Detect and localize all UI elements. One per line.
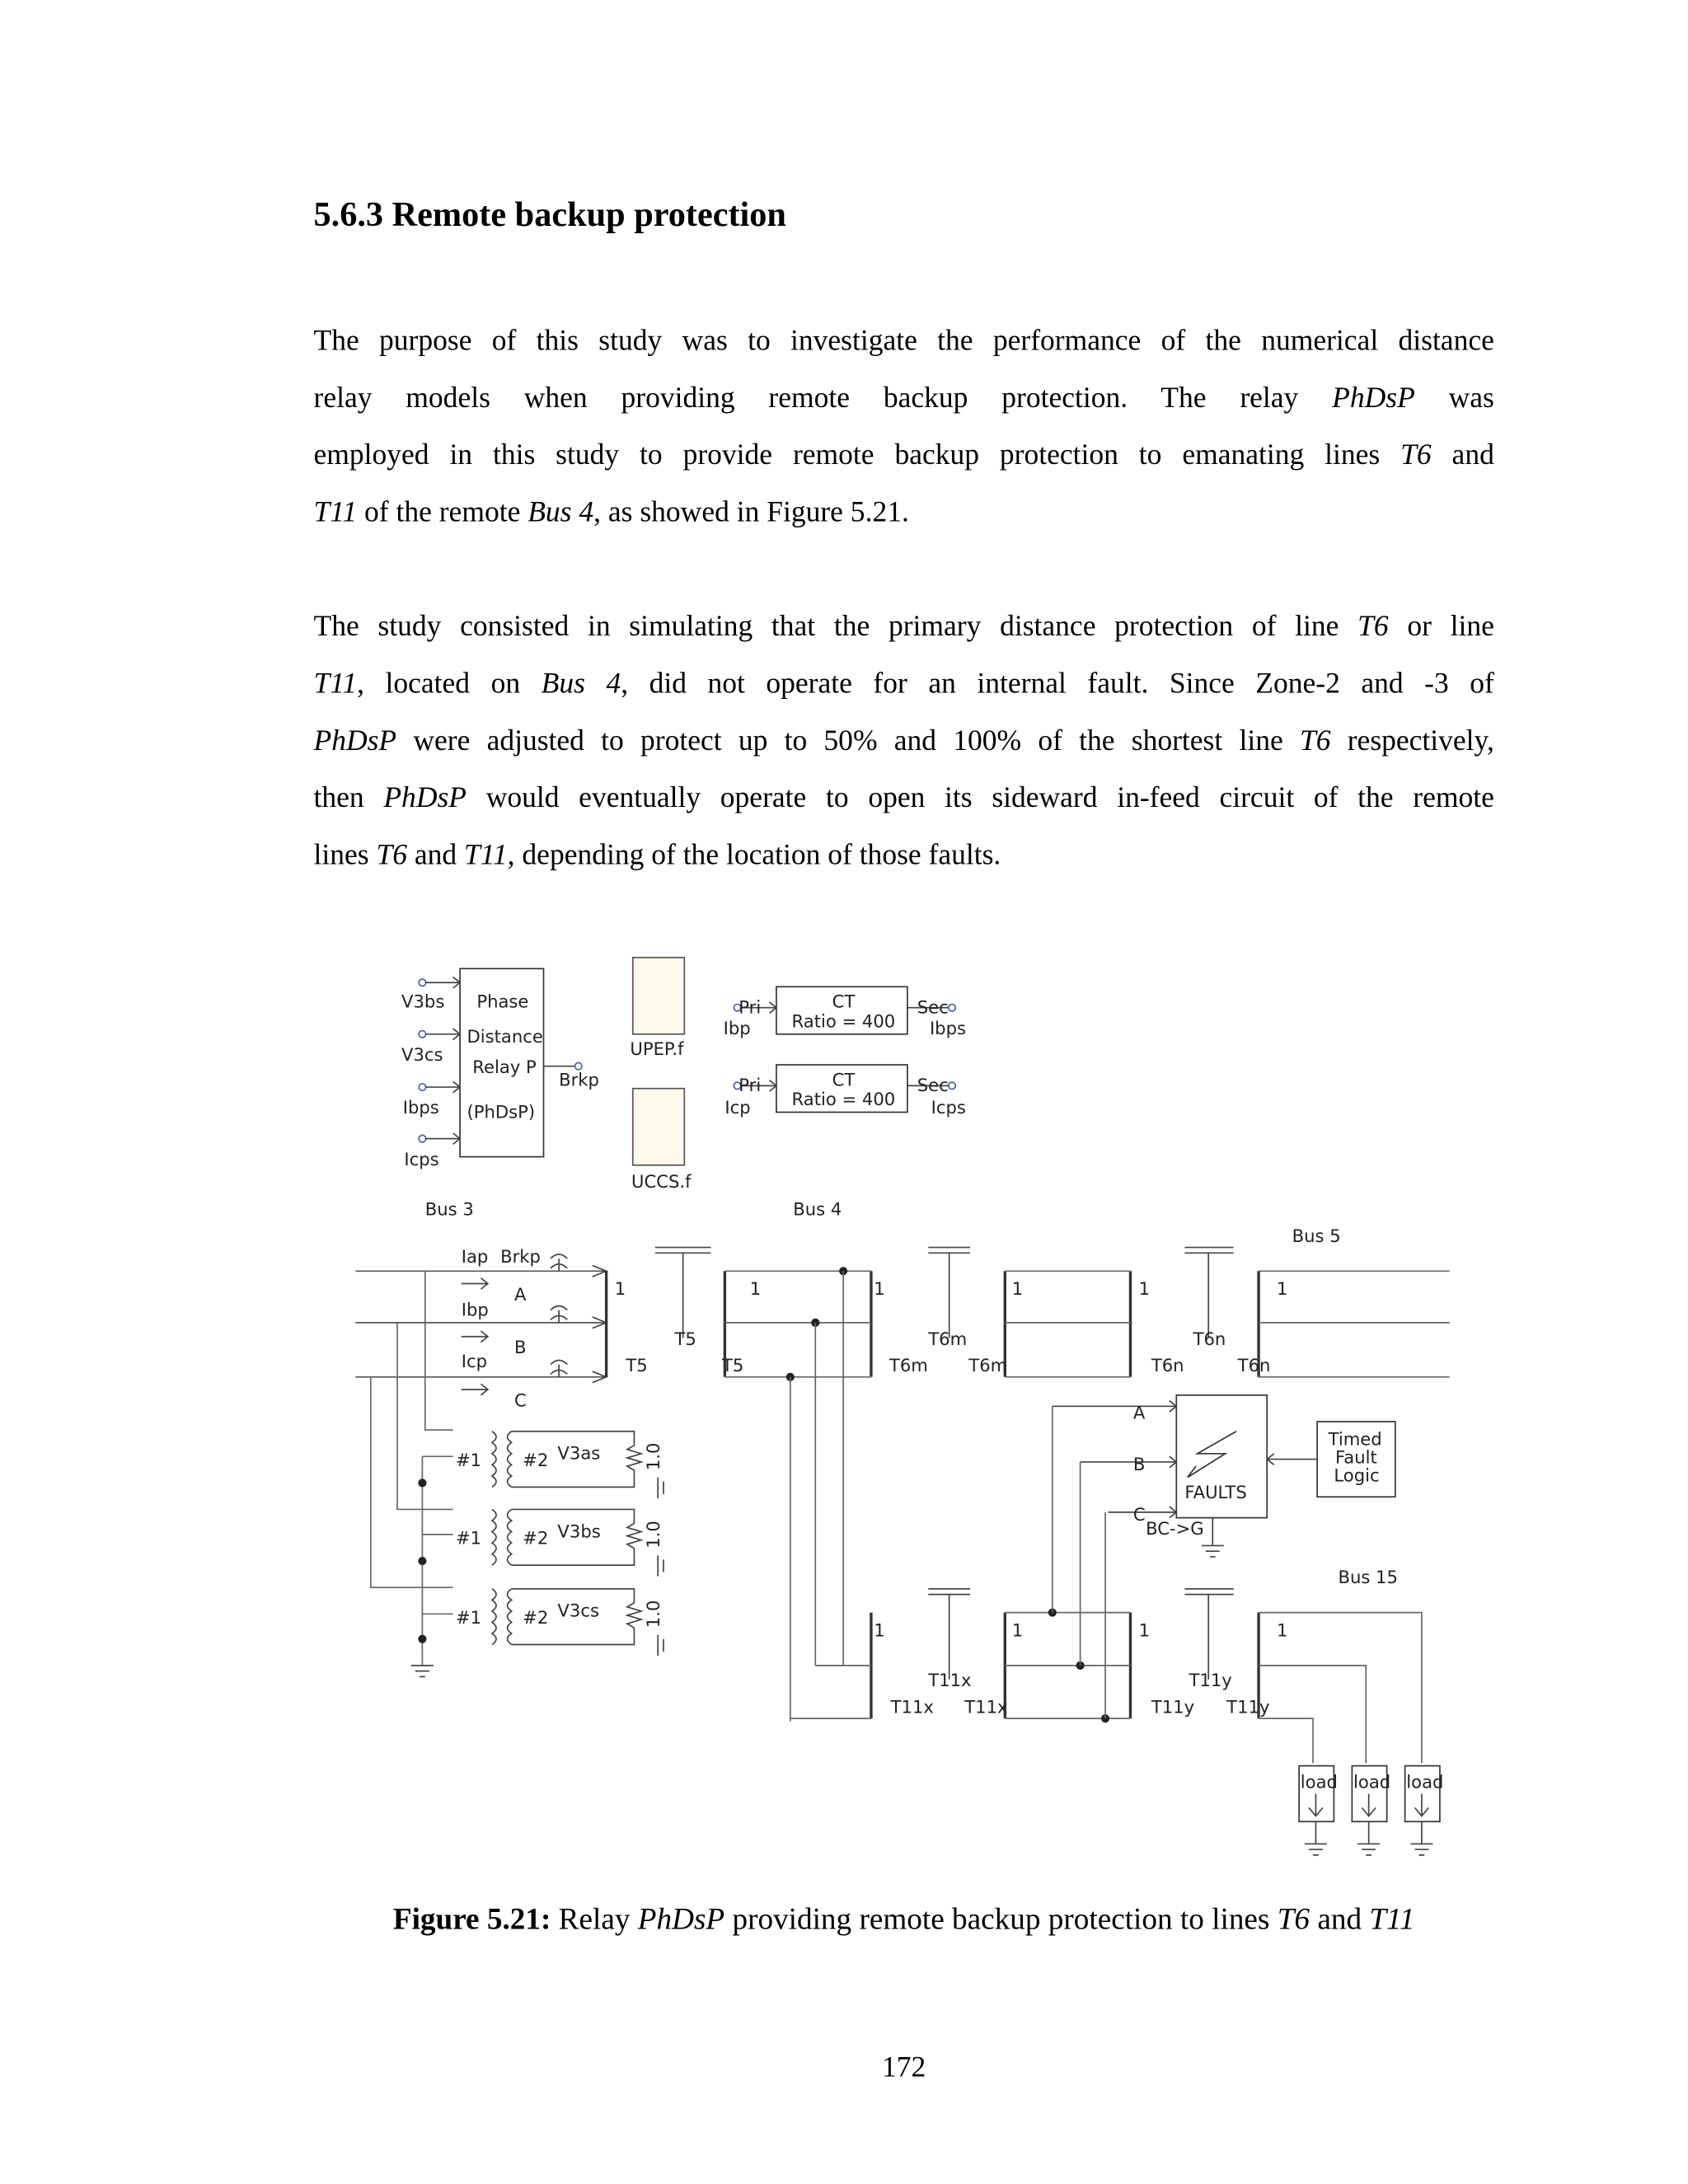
file-block (633, 958, 685, 1034)
relay-inputs (401, 977, 460, 1169)
vt-signal: V3cs (557, 1600, 599, 1621)
paragraph-line: The study consisted in simulating that the primary distance protection of line T6 or line (313, 609, 1494, 643)
line-end-label: T5 (721, 1355, 744, 1376)
fault-input-label: A (1132, 1402, 1146, 1423)
relay-input-label: Icps (404, 1148, 439, 1169)
bus-label: Bus 4 (793, 1198, 842, 1220)
fault-input-label: B (1132, 1454, 1146, 1475)
phase-label: C (514, 1390, 527, 1411)
italic-run: PhDsP (313, 723, 397, 757)
vt-row-3 (456, 1589, 663, 1656)
relay-text: Phase (476, 991, 529, 1012)
paragraph-line: T11 of the remote Bus 4, as showed in Figure 5.21. (313, 494, 909, 528)
tower-label: T11x (928, 1670, 972, 1691)
ct-pri-label: Pri (738, 1075, 762, 1096)
line-end-one: 1 (1277, 1619, 1288, 1641)
vt-resistance: 1.0 (642, 1600, 663, 1629)
italic-run: T6 (376, 837, 407, 871)
relay-input-label: Ibps (402, 1097, 439, 1118)
line-end-label: T11x (890, 1696, 934, 1718)
vt-resistance: 1.0 (642, 1442, 663, 1471)
ct-in-label: Icp (724, 1097, 751, 1118)
file-label: UPEP.f (630, 1038, 684, 1060)
vt-sec: #2 (523, 1607, 549, 1629)
vt-pri: #1 (455, 1450, 482, 1471)
italic-run: Bus 4 (541, 666, 621, 700)
line-end-label: T11x (964, 1696, 1008, 1718)
page-number: 172 (882, 2050, 926, 2084)
italic-run: T6 (1357, 609, 1389, 643)
ground-icon (658, 1478, 663, 1498)
meter-label: Icp (461, 1350, 488, 1371)
relay-text: (PhDsP) (467, 1101, 536, 1122)
vt-pri: #1 (455, 1607, 482, 1629)
paragraph-line: employed in this study to provide remote backup protection to emanating lines T6 and (313, 438, 1494, 471)
load-label: load (1300, 1771, 1338, 1793)
ct-pri-label: Pri (738, 996, 762, 1018)
vt-row-2 (456, 1509, 663, 1576)
line-end-one: 1 (1138, 1278, 1151, 1300)
ground-icon (411, 1666, 434, 1677)
italic-run: T11 (1369, 1900, 1415, 1936)
paragraph-line: T11, located on Bus 4, did not operate for an internal fault. Since Zone-2 and -3 of (313, 666, 1494, 700)
bus-label: Bus 5 (1292, 1225, 1341, 1246)
meter-label: Ibp (461, 1299, 489, 1320)
vt-resistance: 1.0 (642, 1521, 663, 1549)
ct-ratio: Ratio = 400 (791, 1089, 896, 1110)
circuit-diagram-svg (355, 940, 1456, 1868)
load-label: load (1406, 1771, 1444, 1793)
ct-sec-label: Sec (917, 1075, 949, 1096)
transmission-row-1 (607, 1248, 1450, 1722)
meter-label: Iap (461, 1246, 489, 1268)
line-end-one: 1 (749, 1278, 762, 1300)
transmission-row-2 (790, 1406, 1422, 1763)
ct-out-label: Ibps (929, 1017, 967, 1038)
meter-label: Brkp (500, 1246, 541, 1268)
faults-label: FAULTS (1184, 1481, 1247, 1502)
paragraph-line: lines T6 and T11, depending of the location of those faults. (313, 837, 1001, 871)
transformer-icon (492, 1589, 512, 1645)
timed-text: Timed (1328, 1428, 1382, 1450)
vt-pri: #1 (455, 1527, 482, 1549)
vt-row-1 (456, 1432, 663, 1498)
relay-text: Relay P (472, 1057, 537, 1078)
ground-icon (1202, 1518, 1224, 1557)
ground-icon (658, 1635, 663, 1656)
italic-run: PhDsP (383, 780, 467, 814)
italic-run: PhDsP (637, 1900, 725, 1936)
fault-input-wires (1053, 1401, 1177, 1518)
italic-run: T6 (1400, 438, 1432, 471)
ct-in-label: Ibp (723, 1017, 751, 1038)
line-end-one: 1 (614, 1278, 626, 1300)
ct-sec-label: Sec (917, 996, 949, 1018)
vt-signal: V3as (557, 1442, 601, 1464)
relay-text: Distance (467, 1025, 543, 1047)
transformer-icon (492, 1509, 512, 1565)
paragraph-line: PhDsP were adjusted to protect up to 50% and 100% of the shortest line T6 respectively, (313, 723, 1494, 757)
line-end-label: T6m (968, 1355, 1008, 1376)
relay-output-label: Brkp (559, 1069, 599, 1090)
tower-label: T6n (1193, 1328, 1226, 1349)
ground-icon (658, 1555, 663, 1576)
italic-run: PhDsP (1332, 380, 1415, 415)
italic-run: T11 (464, 837, 508, 871)
loads (1299, 1766, 1443, 1855)
vt-signal: V3bs (557, 1521, 601, 1542)
line-end-label: T6n (1151, 1355, 1184, 1376)
line-end-one: 1 (874, 1278, 885, 1300)
timed-text: Logic (1334, 1465, 1380, 1486)
fault-input-label: C (1132, 1503, 1146, 1525)
vt-sec: #2 (523, 1527, 549, 1549)
italic-run: Bus 4 (528, 494, 594, 528)
load-label: load (1353, 1771, 1391, 1793)
italic-run: T11 (313, 666, 358, 700)
file-label: UCCS.f (631, 1170, 692, 1192)
ct-out-label: Icps (931, 1097, 966, 1118)
ct-title: CT (832, 991, 856, 1012)
vt-primary-wiring (371, 1271, 453, 1587)
file-block (633, 1089, 685, 1165)
ct-block-1 (724, 987, 966, 1038)
bold-run: Figure 5.21: (392, 1900, 551, 1936)
tower-label: T11y (1189, 1670, 1232, 1691)
section-heading: 5.6.3 Remote backup protection (313, 196, 786, 235)
line-end-one: 1 (1277, 1278, 1288, 1300)
paragraph-line: then PhDsP would eventually operate to open its sideward in-feed circuit of the remote (313, 780, 1494, 814)
tower-label: T5 (674, 1328, 696, 1349)
line-end-one: 1 (1011, 1278, 1024, 1300)
relay-input-label: V3cs (401, 1043, 443, 1065)
italic-run: T11 (313, 494, 358, 528)
line-end-one: 1 (874, 1619, 885, 1641)
paragraph-1 (313, 312, 1493, 541)
ct-title: CT (832, 1069, 856, 1090)
timed-logic-wire (1267, 1454, 1317, 1465)
line-end-label: T6m (889, 1355, 928, 1376)
ct-block-2 (724, 1065, 966, 1118)
tower-label: T6m (928, 1328, 968, 1349)
transformer-icon (492, 1432, 512, 1488)
phase-label: A (514, 1283, 527, 1305)
line-end-label: T11y (1226, 1696, 1270, 1718)
fault-type-label: BC->G (1146, 1517, 1204, 1539)
line-end-label: T11y (1151, 1696, 1195, 1718)
paragraph-line: The purpose of this study was to investigate the performance of the numerical distance (313, 323, 1494, 357)
paragraph-2 (313, 598, 1493, 883)
bus-label: Bus 3 (424, 1198, 474, 1220)
relay-input-label: V3bs (401, 991, 445, 1012)
bus-label: Bus 15 (1338, 1567, 1398, 1588)
vt-neutral-wiring (422, 1456, 452, 1666)
italic-run: T6 (1299, 723, 1331, 757)
line-end-one: 1 (1138, 1619, 1151, 1641)
circuit-diagram (355, 940, 1456, 1868)
bus3-line-arrows (593, 1266, 607, 1383)
vt-sec: #2 (523, 1450, 549, 1471)
line-end-one: 1 (1011, 1619, 1024, 1641)
timed-text: Fault (1335, 1446, 1377, 1468)
paragraph-line: relay models when providing remote backup protection. The relay PhDsP was (313, 380, 1494, 415)
line-end-label: T5 (626, 1355, 648, 1376)
figure-caption: Figure 5.21: Relay PhDsP providing remote backup protection to lines T6 and T11 (392, 1900, 1415, 1936)
phase-label: B (514, 1337, 527, 1358)
fault-bolt-icon (1188, 1432, 1236, 1478)
italic-run: T6 (1277, 1900, 1311, 1936)
ground-icon (1305, 1821, 1433, 1855)
ct-ratio: Ratio = 400 (791, 1010, 896, 1032)
line-end-label: T6n (1237, 1355, 1271, 1376)
